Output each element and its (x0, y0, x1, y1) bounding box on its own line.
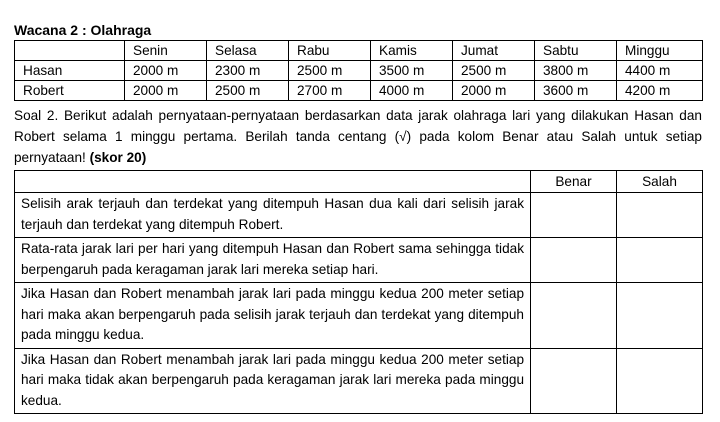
salah-checkbox-cell[interactable] (617, 348, 703, 414)
distance-row-hasan (15, 61, 703, 81)
statement-text: Rata-rata jarak lari per hari yang ditempuh Hasan dan Robert sama sehingga tidak berpengaruh pada keragaman jarak lari mereka setiap hari. (15, 238, 531, 283)
question-score: (skor 20) (89, 150, 147, 165)
distance-header-row (15, 41, 703, 61)
question-text (14, 105, 702, 168)
benar-checkbox-cell[interactable] (531, 238, 617, 283)
section-title: Wacana 2 : Olahraga (14, 22, 152, 38)
statement-text: Jika Hasan dan Robert menambah jarak lari pada minggu kedua 200 meter setiap hari maka akan berpengaruh pada selisih jarak terjauh dan terdekat yang ditempuh pada minggu kedua. (15, 283, 531, 349)
distance-table (14, 40, 703, 101)
distance-cell: 2500 m (453, 61, 535, 81)
day-header: Kamis (371, 41, 453, 61)
distance-cell: 4400 m (617, 61, 703, 81)
corner-cell (15, 41, 125, 61)
statement-text: Selisih arak terjauh dan terdekat yang ditempuh Hasan dua kali dari selisih jarak terjauh dan terdekat yang ditempuh Robert. (15, 193, 531, 238)
distance-cell: 2000 m (125, 81, 207, 101)
benar-header: Benar (531, 171, 617, 193)
statement-row (15, 193, 703, 238)
distance-cell: 3600 m (535, 81, 617, 101)
benar-checkbox-cell[interactable] (531, 348, 617, 414)
statement-row (15, 348, 703, 414)
day-header: Sabtu (535, 41, 617, 61)
distance-cell: 2700 m (289, 81, 371, 101)
salah-header: Salah (617, 171, 703, 193)
distance-cell: 3500 m (371, 61, 453, 81)
benar-checkbox-cell[interactable] (531, 283, 617, 349)
distance-cell: 2000 m (125, 61, 207, 81)
distance-row-robert (15, 81, 703, 101)
question-instruction: Soal 2. Berikut adalah pernyataan-pernyataan berdasarkan data jarak olahraga lari yang dilakukan Hasan dan Robert selama 1 minggu pertama. Berilah tanda centang (√) pada kolom Benar atau Salah untuk setiap pernyataan! (14, 108, 702, 165)
salah-checkbox-cell[interactable] (617, 193, 703, 238)
statement-header-row (15, 171, 703, 193)
salah-checkbox-cell[interactable] (617, 238, 703, 283)
distance-cell: 3800 m (535, 61, 617, 81)
distance-cell: 2500 m (289, 61, 371, 81)
statement-row (15, 283, 703, 349)
runner-name: Robert (15, 81, 125, 101)
statement-header-blank (15, 171, 531, 193)
day-header: Minggu (617, 41, 703, 61)
day-header: Selasa (207, 41, 289, 61)
distance-cell: 4000 m (371, 81, 453, 101)
benar-checkbox-cell[interactable] (531, 193, 617, 238)
statement-row (15, 238, 703, 283)
statement-text: Jika Hasan dan Robert menambah jarak lari pada minggu kedua 200 meter setiap hari maka tidak akan berpengaruh pada keragaman jarak lari mereka pada minggu kedua. (15, 348, 531, 414)
day-header: Jumat (453, 41, 535, 61)
statement-table (14, 170, 703, 414)
salah-checkbox-cell[interactable] (617, 283, 703, 349)
distance-cell: 2000 m (453, 81, 535, 101)
runner-name: Hasan (15, 61, 125, 81)
day-header: Rabu (289, 41, 371, 61)
day-header: Senin (125, 41, 207, 61)
distance-cell: 2300 m (207, 61, 289, 81)
distance-cell: 2500 m (207, 81, 289, 101)
distance-cell: 4200 m (617, 81, 703, 101)
